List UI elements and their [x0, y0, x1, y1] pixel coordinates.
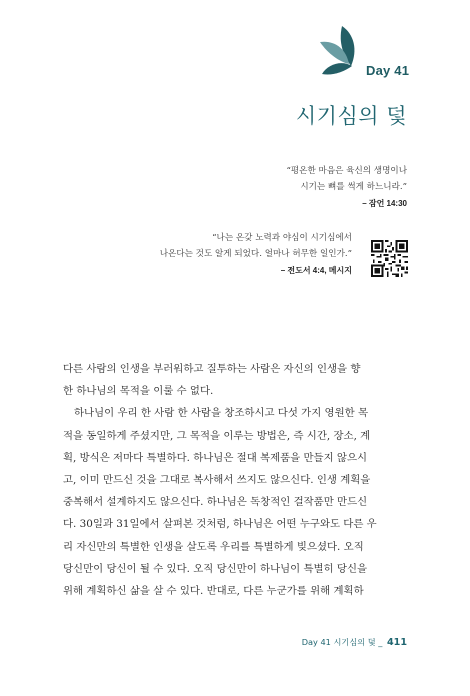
running-footer — [302, 637, 407, 648]
page-title: 시기심의 덫 — [295, 104, 407, 128]
paragraph — [63, 402, 408, 602]
quote-reference: – 잠언 14:30 — [362, 199, 407, 208]
footer-separator: _ — [378, 637, 383, 647]
quote-line: “나는 온갖 노력과 야심이 시기심에서 — [212, 233, 352, 243]
text-line: 당신만이 당신이 될 수 있다. 오직 당신만이 하나님이 특별히 당신을 — [63, 562, 368, 575]
day-label: Day 41 — [366, 63, 410, 78]
text-line: 리 자신만의 특별한 인생을 살도록 우리를 특별하게 빚으셨다. 오직 — [63, 540, 364, 553]
text-line: 위해 계획하신 삶을 살 수 있다. 반대로, 다른 누군가를 위해 계획하 — [63, 585, 364, 598]
footer-title: 시기심의 덫 — [333, 637, 376, 647]
page-number: 411 — [386, 637, 407, 648]
body-text — [63, 358, 408, 602]
text-line: 고, 이미 만드신 것을 그대로 복사해서 쓰지도 않으신다. 인생 계획을 — [63, 474, 371, 487]
footer-day: Day 41 — [301, 637, 331, 647]
qr-code-icon — [371, 240, 408, 277]
quote-line: “평온한 마음은 육신의 생명이나 — [286, 166, 407, 176]
paragraph — [63, 358, 408, 402]
text-line: 다른 사람의 인생을 부러워하고 질투하는 사람은 자신의 인생을 향 — [63, 363, 361, 375]
quote-line: 시기는 뼈를 썩게 하느니라.” — [300, 182, 407, 192]
text-line: 적을 동일하게 주셨지만, 그 목적을 이루는 방법은, 즉 시간, 장소, 계 — [63, 429, 371, 442]
epigraph-quote — [286, 163, 407, 212]
text-line: 한 하나님의 목적을 이룰 수 없다. — [63, 385, 214, 398]
text-line: 하나님이 우리 한 사람 한 사람을 창조하시고 다섯 가지 영원한 목 — [74, 407, 368, 420]
text-line: 다. 30일과 31일에서 살펴본 것처럼, 하나님은 어떤 누구와도 다른 우 — [63, 518, 377, 531]
text-line: 중복해서 설계하지도 않으신다. 하나님은 독창적인 걸작품만 만드신 — [63, 496, 368, 509]
text-line: 획, 방식은 저마다 특별하다. 하나님은 절대 복제품을 만들지 않으시 — [63, 451, 368, 464]
epigraph-quote — [160, 230, 352, 279]
quote-reference: – 전도서 4:4, 메시지 — [280, 266, 352, 275]
quote-line: 나온다는 것도 알게 되었다. 얼마나 허무한 일인가.” — [159, 249, 352, 259]
